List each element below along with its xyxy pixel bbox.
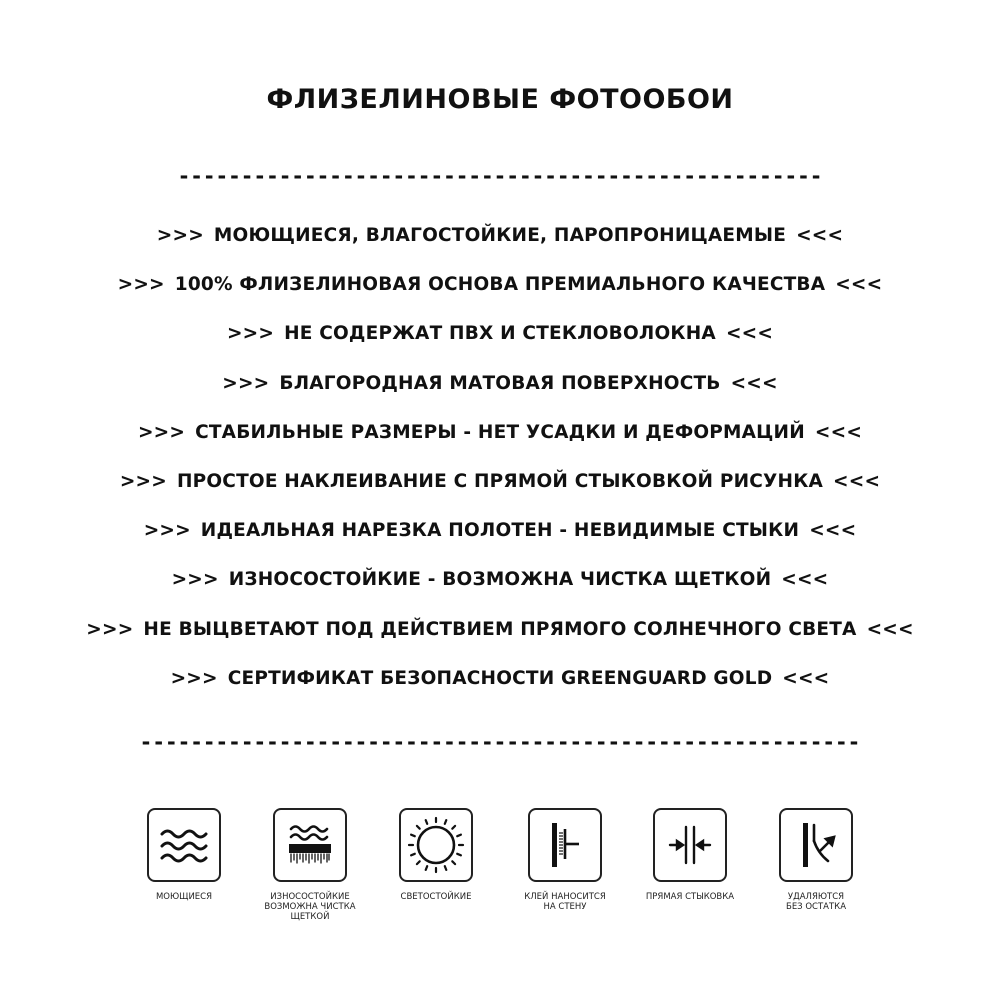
icon-label: ИЗНОСОСТОЙКИЕ ВОЗМОЖНА ЧИСТКА ЩЕТКОЙ: [264, 892, 356, 922]
icon-label: МОЮЩИЕСЯ: [155, 892, 213, 902]
feature-line: >>> НЕ СОДЕРЖАТ ПВХ И СТЕКЛОВОЛОКНА <<<: [226, 323, 774, 345]
feature-list: [0, 222, 1000, 714]
feature-line: >>> СЕРТИФИКАТ БЕЗОПАСНОСТИ GREENGUARD GOLD <<<: [170, 667, 830, 689]
feature-line: >>> ПРОСТОЕ НАКЛЕИВАНИЕ С ПРЯМОЙ СТЫКОВКОЙ РИСУНКА <<<: [119, 470, 881, 492]
brush-icon: [273, 808, 347, 882]
icon-card-peel-off: [751, 808, 881, 912]
bottom-divider: ---------------------------------------------------------: [139, 731, 861, 753]
icon-label: УДАЛЯЮТСЯ БЕЗ ОСТАТКА: [785, 892, 847, 912]
icon-card-brushable: [245, 808, 375, 922]
feature-line: >>> ИДЕАЛЬНАЯ НАРЕЗКА ПОЛОТЕН - НЕВИДИМЫЕ СТЫКИ <<<: [143, 520, 857, 542]
feature-line: >>> БЛАГОРОДНАЯ МАТОВАЯ ПОВЕРХНОСТЬ <<<: [222, 372, 778, 394]
feature-line: >>> 100% ФЛИЗЕЛИНОВАЯ ОСНОВА ПРЕМИАЛЬНОГО КАЧЕСТВА <<<: [117, 274, 883, 296]
feature-line: >>> НЕ ВЫЦВЕТАЮТ ПОД ДЕЙСТВИЕМ ПРЯМОГО СОЛНЕЧНОГО СВЕТА <<<: [86, 618, 914, 640]
feature-line: >>> СТАБИЛЬНЫЕ РАЗМЕРЫ - НЕТ УСАДКИ И ДЕФОРМАЦИЙ <<<: [137, 421, 863, 443]
icon-label: ПРЯМАЯ СТЫКОВКА: [645, 892, 735, 902]
icon-label: КЛЕЙ НАНОСИТСЯ НА СТЕНУ: [524, 892, 606, 912]
icon-card-butt-joint: [625, 808, 755, 902]
icon-row: [0, 808, 1000, 928]
top-divider: ---------------------------------------------------: [177, 165, 823, 187]
icon-label: СВЕТОСТОЙКИЕ: [400, 892, 472, 902]
icon-card-glue-on-wall: [500, 808, 630, 912]
icon-card-lightfast: [371, 808, 501, 902]
peel-off-icon: [779, 808, 853, 882]
page-title: ФЛИЗЕЛИНОВЫЕ ФОТООБОИ: [266, 84, 734, 115]
feature-line: >>> МОЮЩИЕСЯ, ВЛАГОСТОЙКИЕ, ПАРОПРОНИЦАЕМЫЕ <<<: [156, 225, 844, 246]
waves-icon: [147, 808, 221, 882]
icon-card-washable: [119, 808, 249, 902]
butt-joint-icon: [653, 808, 727, 882]
feature-line: >>> ИЗНОСОСТОЙКИЕ - ВОЗМОЖНА ЧИСТКА ЩЕТКОЙ <<<: [171, 569, 829, 591]
sun-icon: [399, 808, 473, 882]
glue-on-wall-icon: [528, 808, 602, 882]
